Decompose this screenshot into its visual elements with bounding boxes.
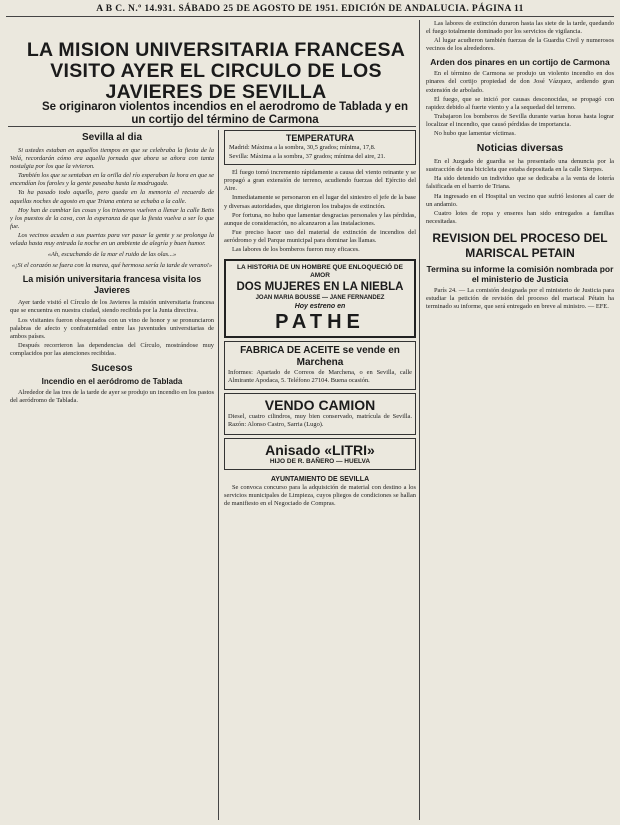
paragraph: Inmediatamente se personaron en el lugar del siniestro el jefe de la base y diversas autoridades, que dirigieron los trabajos de extinción. — [224, 194, 416, 210]
column-rule — [419, 20, 420, 820]
cinema-ad — [224, 259, 416, 338]
paragraph: Ha ingresado en el Hospital un vecino que sufrió lesiones al caer de un andamio. — [426, 192, 614, 208]
paragraph: El fuego tomó incremento rápidamente a causa del viento reinante y se propagó a gran extensión de terreno, acudiendo fuerzas del Ejército del Aire. — [224, 169, 416, 193]
paragraph: Trabajaron los bomberos de Sevilla durante varias horas hasta lograr localizar el incendio, que causó pérdidas de importancia. — [426, 112, 614, 128]
olive-oil-factory-ad-title: FABRICA DE ACEITE se vende en Marchena — [240, 345, 400, 369]
column-1 — [10, 130, 214, 820]
paragraph: Fue preciso hacer uso del material de extinción de incendios del aeródromo y del Parque municipal para dominar las llamas. — [224, 228, 416, 244]
cinema-ad-cinema-name: PATHE — [275, 311, 365, 334]
paragraph: Cuatro lotes de ropa y enseres han sido entregados a familias necesitadas. — [426, 209, 614, 225]
truck-sale-ad-title: VENDO CAMION — [264, 397, 376, 414]
olive-oil-factory-ad-text: Informes: Apartado de Correos de Marchena, o en Sevilla, calle Almirante Apodaca, 5. Teléfono 27104. Buena ocasión. — [228, 369, 412, 385]
paragraph: En el Juzgado de guardia se ha presentado una denuncia por la sustracción de una bicicleta que estaba depositada en la calle Sierpes. — [426, 158, 614, 174]
main-subheadline: Se originaron violentos incendios en el aerodromo de Tablada y en un cortijo del término de Carmona — [42, 101, 408, 126]
ayuntamiento-notice-title: AYUNTAMIENTO DE SEVILLA — [270, 475, 370, 483]
section-heading-sevilla-al-dia: Sevilla al dia — [81, 132, 143, 143]
olive-oil-factory-ad — [224, 341, 416, 390]
paragraph: Alrededor de las tres de la tarde de ayer se produjo un incendio en los pastos del aeródromo de Tablada. — [10, 388, 214, 405]
heading-informe-comision: Termina su informe la comisión nombrada por el ministerio de Justicia — [426, 263, 614, 284]
cinema-ad-tagline: LA HISTORIA DE UN HOMBRE QUE ENLOQUECIÓ DE AMOR — [237, 264, 403, 280]
paragraph: Si ustedes estaban en aquellos tiempos en que se celebraba la fiesta de la Velá, recordarán cómo era aquella jornada que ahora se añora con tanta nostalgia por los que la vivieron. — [10, 147, 214, 171]
column-rule — [218, 130, 219, 820]
paragraph: También los que se sentaban en la orilla del río esperaban la hora en que se encendían los faroles y la gente paseaba hasta la madrugada. — [10, 172, 214, 188]
cinema-ad-cast: JOAN MARIA BOUSSE — JANE FERNANDEZ — [255, 295, 385, 302]
headline-rule — [8, 126, 416, 127]
anisado-litri-ad-brand: Anisado «LITRI» — [265, 441, 375, 458]
heading-mision-universitaria: La misión universitaria francesa visita los Javieres — [22, 274, 202, 296]
heading-incendio-tablada: Incendio en el aeródromo de Tablada — [41, 376, 183, 386]
ayuntamiento-notice-text: Se convoca concurso para la adquisición de material con destino a los servicios municipales de Limpieza, cuyos pliegos de condiciones se hallan de manifiesto en el Negociado de Compras. — [224, 483, 416, 507]
main-headline: LA MISION UNIVERSITARIA FRANCESA VISITO AYER EL CIRCULO DE LOS JAVIERES DE SEVILLA — [26, 39, 406, 103]
temperature-box — [224, 130, 416, 165]
paragraph: En el término de Carmona se produjo un violento incendio en dos pinares del cortijo propiedad de don José Vázquez, ardiendo gran extensión de arbolado. — [426, 70, 614, 94]
masthead: A B C. N.º 14.931. SÁBADO 25 DE AGOSTO DE 1951. EDICIÓN DE ANDALUCIA. PÁGINA 11 — [6, 2, 614, 17]
column-3 — [426, 20, 614, 820]
temperature-title: TEMPERATURA — [285, 133, 355, 143]
column-2 — [224, 130, 416, 820]
paragraph: No hubo que lamentar víctimas. — [434, 130, 516, 138]
heading-sucesos: Sucesos — [91, 362, 133, 374]
quote: «¡Si el corazón se fuera con la marea, qué hermosa sería la tarde de verano!» — [11, 262, 213, 270]
truck-sale-ad — [224, 393, 416, 434]
paragraph: Por fortuna, no hubo que lamentar desgracias personales y las pérdidas, aunque de consideración, no alcanzaron a las instalaciones. — [224, 211, 416, 227]
paragraph: Las labores de extinción duraron hasta las siete de la tarde, quedando el fuego totalmente dominado por los servicios de vigilancia. — [426, 20, 614, 36]
paragraph: Después recorrieron las dependencias del Círculo, mostrándose muy complacidos por las atenciones recibidas. — [10, 341, 214, 357]
paragraph: Ayer tarde visitó el Círculo de los Javieres la misión universitaria francesa que se encuentra en nuestra ciudad, siendo recibida por la Junta directiva. — [10, 299, 214, 315]
heading-noticias-diversas: Noticias diversas — [476, 142, 564, 155]
cinema-ad-premiere: Hoy estreno en — [294, 303, 346, 311]
paragraph: Los visitantes fueron obsequiados con un vino de honor y se pronunciaron palabras de afecto y confraternidad entre las juventudes universitarias de ambos países. — [10, 316, 214, 340]
paragraph: Hoy han de cambiar las cosas y los trianeros vuelven a llenar la calle Betis y los puestos de la cava, con la esperanza de que la fiesta vuelva a ser lo que fue. — [10, 206, 214, 230]
anisado-litri-ad — [224, 438, 416, 470]
ayuntamiento-notice — [224, 473, 416, 511]
paragraph: Ya ha pasado todo aquello, pero queda en la memoria el recuerdo de aquellas noches de agosto en que Triana entera se echaba a la calle. — [10, 189, 214, 205]
paragraph: París 24. — La comisión designada por el ministerio de Justicia para estudiar la petición de revisión del proceso del mariscal Pétain ha terminado su informe, que será entregado en breve al ministro. — EFE. — [426, 286, 614, 311]
paragraph: Las labores de los bomberos fueron muy eficaces. — [232, 246, 360, 254]
anisado-litri-ad-subtitle: HIJO DE R. BAÑERO — HUELVA — [269, 457, 371, 465]
paragraph: Al lugar acudieron también fuerzas de la Guardia Civil y numerosos vecinos de los alrededores. — [426, 37, 614, 53]
temperature-madrid: Madrid: Máxima a la sombra, 30,5 grados; mínima, 17,8. — [229, 144, 376, 151]
temperature-sevilla: Sevilla: Máxima a la sombra, 37 grados; mínima del aire, 21. — [229, 153, 386, 161]
truck-sale-ad-text: Diesel, cuatro cilindros, muy bien conservado, matrícula de Sevilla. Razón: Alonso Castro, Sarria (Lugo). — [228, 413, 412, 429]
paragraph: Ha sido detenido un individuo que se dedicaba a la venta de lotería falsificada en el barrio de Triana. — [426, 175, 614, 191]
cinema-ad-film-title: DOS MUJERES EN LA NIEBLA — [236, 281, 404, 294]
paragraph: El fuego, que se inició por causas desconocidas, se propagó con rapidez debido al fuerte viento y a la sequedad del terreno. — [426, 95, 614, 111]
heading-arden-pinares: Arden dos pinares en un cortijo de Carmona — [430, 57, 610, 68]
quote: «Ah, escuchando de la mar el ruido de las olas...» — [47, 251, 177, 259]
paragraph: Los vecinos acuden a sus puertas para ver pasar la gente y se prolonga la velada hasta muy entrada la noche en un ambiente de alegría y buen humor. — [10, 231, 214, 248]
heading-revision-petain: REVISION DEL PROCESO DEL MARISCAL PETAIN — [432, 230, 608, 260]
